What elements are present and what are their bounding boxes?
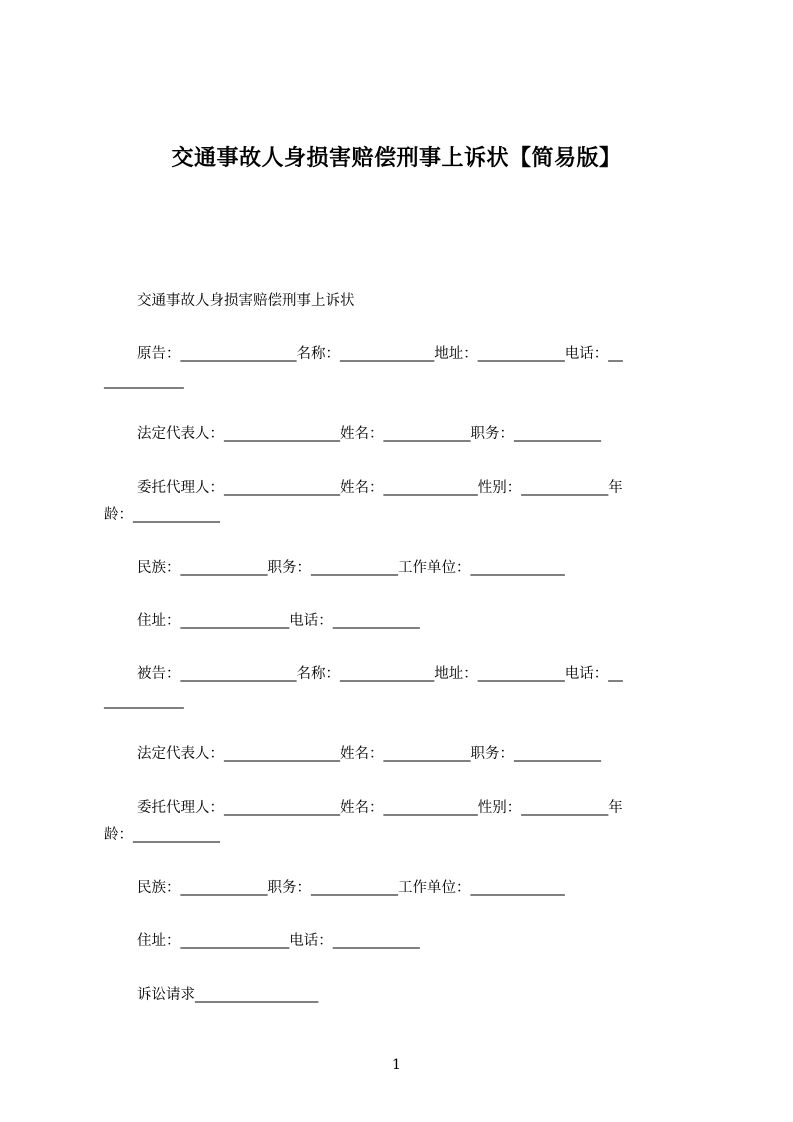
- defendant-ethnicity-line: 民族：____________职务：____________工作单位：_____________: [137, 880, 565, 896]
- plaintiff-agent-line-cont: 龄：____________: [104, 507, 220, 523]
- defendant-agent-line-cont: 龄：____________: [104, 827, 220, 843]
- defendant-legal-rep-line: 法定代表人：________________姓名：____________职务：____________: [137, 746, 601, 762]
- document-title: 交通事故人身损害赔偿刑事上诉状【简易版】: [171, 146, 622, 171]
- plaintiff-ethnicity-line: 民族：____________职务：____________工作单位：_____________: [137, 560, 565, 576]
- claims-line: 诉讼请求_________________: [137, 987, 319, 1003]
- plaintiff-address-line: 住址：_______________电话：____________: [137, 613, 420, 629]
- plaintiff-line: 原告：________________名称：_____________地址：____________电话：__: [137, 346, 623, 362]
- plaintiff-legal-rep-line: 法定代表人：________________姓名：____________职务：____________: [137, 426, 601, 442]
- plaintiff-line-cont: ___________: [104, 373, 184, 389]
- defendant-line-cont: ___________: [104, 693, 184, 709]
- defendant-agent-line: 委托代理人：________________姓名：_____________性别：____________年: [137, 800, 623, 816]
- page-number: 1: [392, 1057, 401, 1073]
- plaintiff-agent-line: 委托代理人：________________姓名：_____________性别：____________年: [137, 480, 623, 496]
- defendant-address-line: 住址：_______________电话：____________: [137, 933, 420, 949]
- document-subtitle: 交通事故人身损害赔偿刑事上诉状: [137, 293, 355, 309]
- defendant-line: 被告：________________名称：_____________地址：____________电话：__: [137, 666, 623, 682]
